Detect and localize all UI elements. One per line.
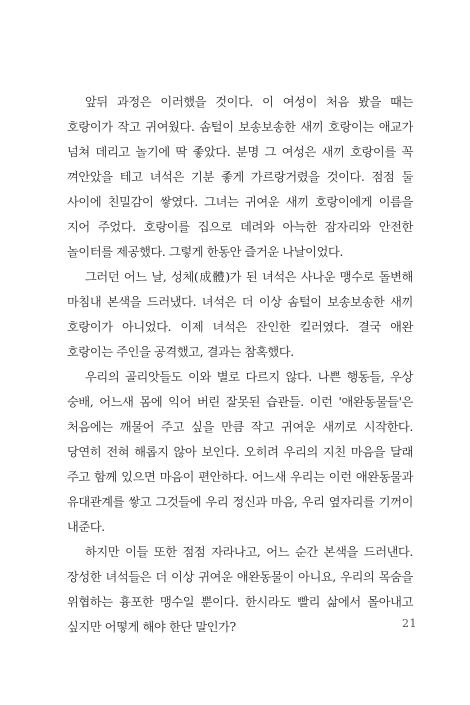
page-number: 21 <box>402 617 417 630</box>
paragraph-2: 그러던 어느 날, 성체(成體)가 된 녀석은 사나운 맹수로 돌변해 마침내 본색을 드러냈다. 녀석은 더 이상 솜털이 보송보송한 새끼 호랑이가 아니었다. 이제 녀석은 잔인한 킬러였다. 결국 애완 호랑이는 주인을 공격했고, 결과는 참혹했다. <box>67 270 413 359</box>
body-text <box>67 90 413 640</box>
paragraph-4: 하지만 이들 또한 점점 자라나고, 어느 순간 본색을 드러낸다. 장성한 녀석들은 더 이상 귀여운 애완동물이 아니요, 우리의 목숨을 위협하는 흉포한 맹수일 뿐이다. 한시라도 빨리 삶에서 몰아내고 싶지만 어떻게 해야 한단 말인가? <box>67 545 413 634</box>
paragraph-1: 앞뒤 과정은 이러했을 것이다. 이 여성이 처음 봤을 때는 호랑이가 작고 귀여웠다. 솜털이 보송보송한 새끼 호랑이는 애교가 넘쳐 데리고 놀기에 딱 좋았다. 분명 그 여성은 새끼 호랑이를 꼭 껴안았을 테고 녀석은 기분 좋게 가르랑거렸을 것이다. 점점 둘 사이에 친밀감이 쌓였다. 그녀는 귀여운 새끼 호랑이에게 이름을 지어 주었다. 호랑이를 집으로 데려와 아늑한 잠자리와 안전한 놀이터를 제공했다. 그렇게 한동안 즐거운 나날이었다. <box>67 95 413 259</box>
paragraph-3: 우리의 골리앗들도 이와 별로 다르지 않다. 나쁜 행동들, 우상 숭배, 어느새 몸에 익어 버린 잘못된 습관들. 이런 '애완동물들'은 처음에는 깨물어 주고 싶을 만큼 작고 귀여운 새끼로 시작한다. 당연히 전혀 해롭지 않아 보인다. 오히려 우리의 지친 마음을 달래 주고 함께 있으면 마음이 편안하다. 어느새 우리는 이런 애완동물과 유대관계를 쌓고 그것들에 우리 정신과 마음, 우리 옆자리를 기꺼이 내준다. <box>67 370 413 534</box>
